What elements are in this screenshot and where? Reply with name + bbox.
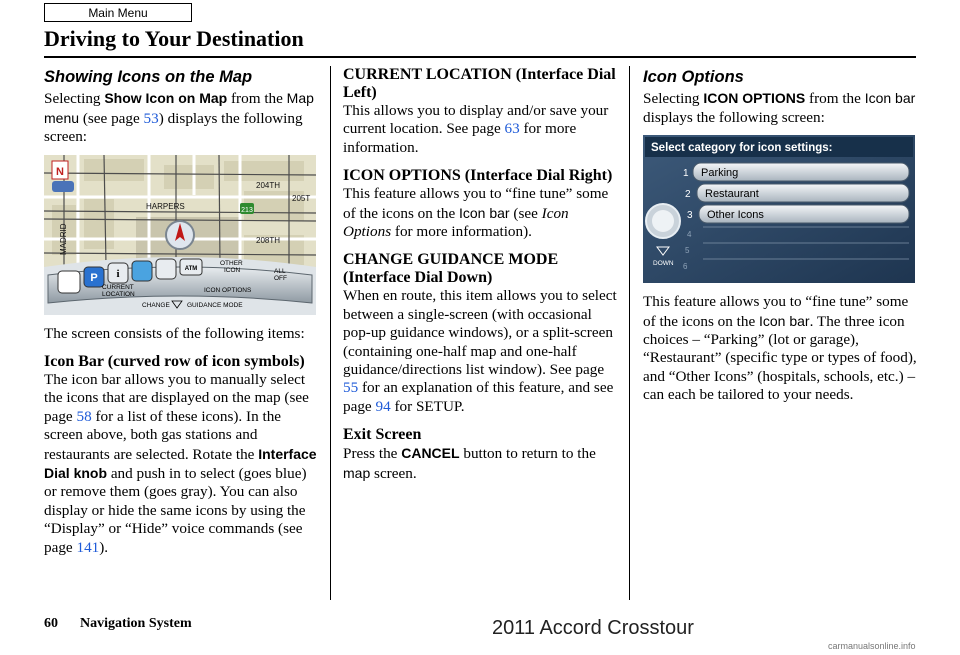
item-number: 4 <box>687 230 692 240</box>
current-location-label: CURRENT <box>102 283 134 291</box>
interface-dial-knob-icon <box>646 204 680 238</box>
exit-screen-paragraph <box>343 444 618 483</box>
text: displays the following screen: <box>643 108 825 126</box>
route-shield-label: 213 <box>241 206 253 214</box>
text: Selecting <box>44 90 105 108</box>
category-item-parking[interactable] <box>683 163 909 181</box>
text: . The three icon choices – “Parking” (lot or garage), “Restaurant” (specific type or types of food), and “Other Icons” (hospitals, schools, etc.) – can each be tailored to your needs. <box>643 312 917 404</box>
item-label: Parking <box>701 167 739 180</box>
svg-text:N: N <box>56 165 64 178</box>
page-link-58[interactable]: 58 <box>76 407 92 425</box>
column-1 <box>44 66 322 557</box>
subheading-current-location: CURRENT LOCATION (Interface Dial Left) <box>343 66 616 101</box>
category-item-restaurant[interactable] <box>685 184 909 202</box>
current-location-label: LOCATION <box>102 290 135 298</box>
other-icon-label: OTHER <box>220 259 243 267</box>
ui-term-cancel: CANCEL <box>401 445 460 462</box>
ui-term-interface-dial-knob: Interface Dial knob <box>44 445 317 482</box>
change-guidance-paragraph <box>343 287 618 416</box>
atm-icon-label: ATM <box>184 265 198 272</box>
text: ). <box>99 538 109 556</box>
ui-term-icon-options: ICON OPTIONS <box>703 90 806 107</box>
icon-options-paragraph <box>343 185 618 241</box>
text: button to return to the <box>459 445 596 463</box>
svg-text:P: P <box>90 271 98 284</box>
icon-options-screenshot <box>643 135 915 283</box>
ui-term-icon-bar: Icon bar <box>864 90 916 107</box>
item-number: 3 <box>687 210 693 222</box>
cross-reference-icon-options: Icon Options <box>343 204 569 241</box>
text: (see page <box>79 109 144 127</box>
text: for an explanation of this feature, and see page <box>343 379 614 415</box>
page-link-55[interactable]: 55 <box>343 379 359 397</box>
column-3 <box>643 66 918 405</box>
subheading-exit-screen: Exit Screen <box>343 426 422 444</box>
text: for more information). <box>391 223 532 241</box>
text: from the <box>805 90 865 108</box>
street-label: MADRID <box>59 223 68 255</box>
consists-paragraph: The screen consists of the following items: <box>44 324 305 342</box>
current-location-paragraph <box>343 102 618 157</box>
text: ) displays the following screen: <box>44 109 303 146</box>
text: When en route, this item allows you to select between a single-screen (with occasional pop-up guidance windows), or a split-screen (containing one-half map and one-half guidance/directions list window). See page <box>343 287 617 379</box>
gas-station-icon[interactable] <box>58 271 80 293</box>
street-label: 208TH <box>256 235 281 245</box>
text: screen. <box>370 464 417 482</box>
item-number: 6 <box>683 262 688 272</box>
text: Selecting <box>643 90 704 108</box>
page-number: 60 <box>44 616 58 631</box>
text: and push in to select (goes blue) or remove them (goes gray). You can also display or hide the same icons by using the “Display” or “Hide” voice commands (see page <box>44 465 307 556</box>
icon-options-description <box>643 293 918 404</box>
text: This feature allows you to “fine tune” some of the icons on the <box>343 185 609 222</box>
page-link-141[interactable]: 141 <box>76 538 100 556</box>
shopping-cart-icon[interactable] <box>156 259 176 279</box>
page-link-53[interactable]: 53 <box>143 109 159 127</box>
page-title: Driving to Your Destination <box>44 26 304 51</box>
icon-options-intro <box>643 89 918 127</box>
text: (see <box>509 204 542 222</box>
item-number: 2 <box>685 189 691 201</box>
category-item-other-icons[interactable] <box>687 205 909 223</box>
item-number: 1 <box>683 168 689 180</box>
column-divider <box>330 66 331 600</box>
map-screenshot <box>44 155 316 315</box>
icon-bar-paragraph <box>44 371 322 557</box>
ui-term-map-menu: Map menu <box>44 90 314 126</box>
footer-system-name: Navigation System <box>80 616 192 631</box>
column-2 <box>343 66 618 483</box>
main-menu-button[interactable]: Main Menu <box>44 3 192 22</box>
route-shield-icon <box>240 203 254 214</box>
model-watermark: 2011 Accord Crosstour <box>492 617 694 639</box>
title-rule <box>44 56 916 58</box>
text: from the <box>227 90 287 108</box>
ui-term-icon-bar: Icon bar <box>459 204 510 221</box>
street-label: 205T <box>292 193 311 203</box>
all-off-label: ALL <box>274 267 286 275</box>
scale-indicator <box>52 181 74 192</box>
text: This feature allows you to “fine tune” some of the icons on the <box>643 293 909 330</box>
subheading-icon-options: ICON OPTIONS (Interface Dial Right) <box>343 167 613 185</box>
change-guidance-label: GUIDANCE MODE <box>187 301 243 309</box>
item-label: Restaurant <box>705 188 759 201</box>
text: This allows you to display and/or save your current location. See page <box>343 102 609 138</box>
ui-term-show-icon-on-map: Show Icon on Map <box>104 90 228 107</box>
icon-options-label: ICON OPTIONS <box>204 286 252 294</box>
ui-term-map: map <box>343 464 371 481</box>
change-guidance-label: CHANGE <box>142 301 170 309</box>
street-label: HARPERS <box>146 201 185 211</box>
all-off-label: OFF <box>274 274 287 282</box>
other-icon-label: ICON <box>224 266 241 274</box>
section-heading-showing-icons: Showing Icons on the Map <box>44 68 253 86</box>
column-divider <box>629 66 630 600</box>
page-link-94[interactable]: 94 <box>375 397 391 415</box>
site-watermark: carmanualsonline.info <box>828 641 916 651</box>
north-compass-icon <box>52 161 68 179</box>
page-link-63[interactable]: 63 <box>504 120 520 138</box>
restaurant-icon[interactable] <box>132 261 152 281</box>
text: Press the <box>343 445 402 463</box>
intro-paragraph <box>44 89 322 146</box>
text: for a list of these icons). In the screen above, both gas stations and restaurants are selected. Rotate the <box>44 407 282 463</box>
item-number: 5 <box>685 246 690 256</box>
ui-term-icon-bar: Icon bar <box>759 312 810 329</box>
item-label: Other Icons <box>707 209 764 222</box>
text: The icon bar allows you to manually select the icons that are displayed on the map (see page <box>44 371 309 425</box>
screen-header: Select category for icon settings: <box>651 142 833 155</box>
subheading-icon-bar: Icon Bar (curved row of icon symbols) <box>44 353 305 371</box>
subheading-change-guidance: CHANGE GUIDANCE MODE (Interface Dial Down) <box>343 251 559 287</box>
svg-text:i: i <box>116 267 120 280</box>
section-heading-icon-options: Icon Options <box>643 68 744 86</box>
text: for more information. <box>343 120 577 156</box>
down-label: DOWN <box>653 260 674 268</box>
text: for SETUP. <box>390 397 465 415</box>
street-label: 204TH <box>256 180 281 190</box>
